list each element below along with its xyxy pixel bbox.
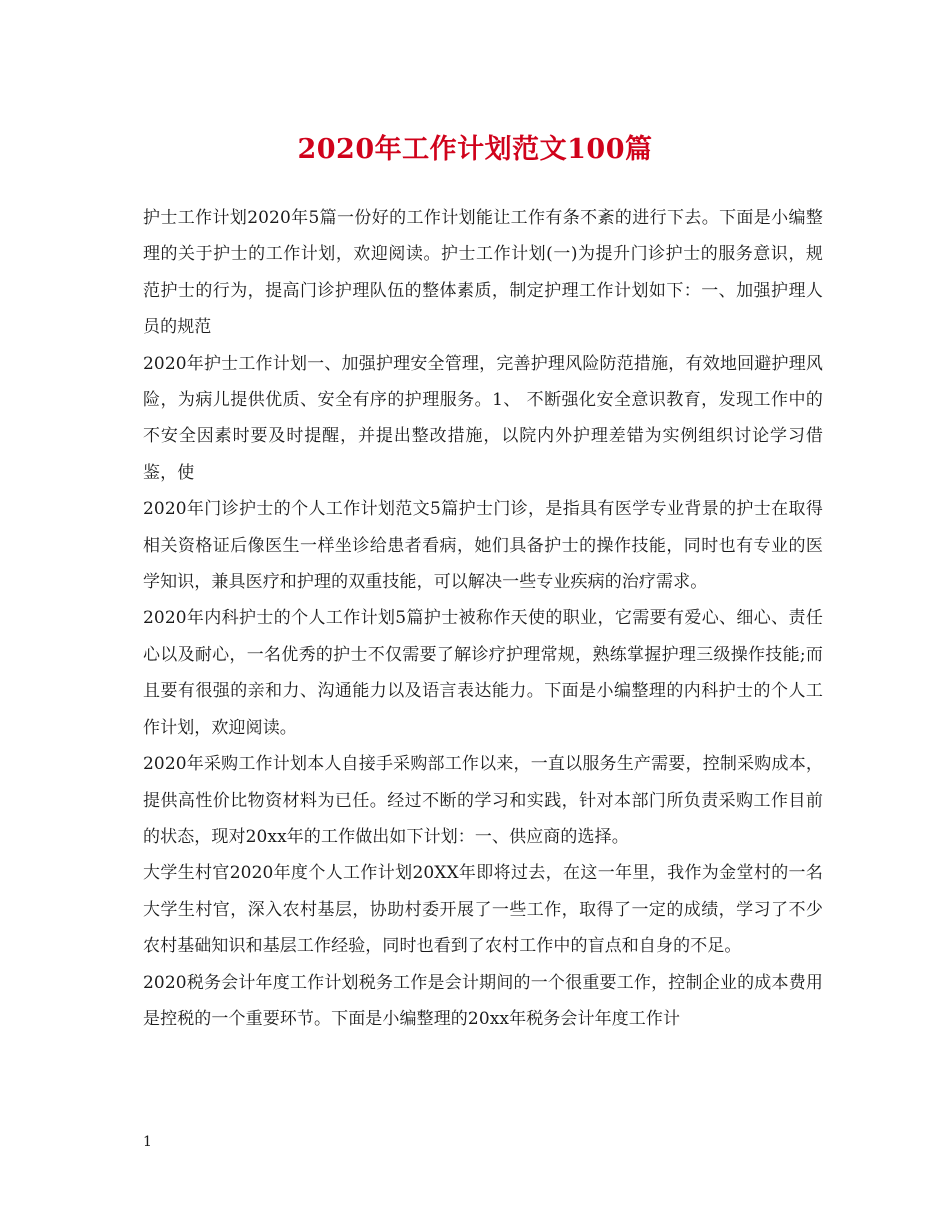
paragraph-nurse-safety: 2020年护士工作计划一、加强护理安全管理，完善护理风险防范措施，有效地回避护理风险，为病儿提供优质、安全有序的护理服务。1、 不断强化安全意识教育，发现工作中的不安全因素时要及时提醒，并提出整改措施，以院内外护理差错为实例组织讨论学习借鉴，使 [143,353,823,483]
paragraph-clinic-nurse: 2020年门诊护士的个人工作计划范文5篇护士门诊，是指具有医学专业背景的护士在取得相关资格证后像医生一样坐诊给患者看病，她们具备护士的操作技能，同时也有专业的医学知识，兼具医疗和护理的双重技能，可以解决一些专业疾病的治疗需求。 [143,499,823,593]
page-title: 2020年工作计划范文100篇 [297,134,653,165]
paragraph-internal-medicine-nurse: 2020年内科护士的个人工作计划5篇护士被称作天使的职业，它需要有爱心、细心、责任心以及耐心，一名优秀的护士不仅需要了解诊疗护理常规，熟练掌握护理三级操作技能;而且要有很强的亲和力、沟通能力以及语言表达能力。下面是小编整理的内科护士的个人工作计划，欢迎阅读。 [143,608,823,738]
paragraph-village-official: 大学生村官2020年度个人工作计划20XX年即将过去，在这一年里，我作为金堂村的一名大学生村官，深入农村基层，协助村委开展了一些工作，取得了一定的成绩，学习了不少农村基础知识和基层工作经验，同时也看到了农村工作中的盲点和自身的不足。 [143,863,823,957]
paragraph-procurement: 2020年采购工作计划本人自接手采购部工作以来，一直以服务生产需要，控制采购成本，提供高性价比物资材料为已任。经过不断的学习和实践，针对本部门所负责采购工作目前的状态，现对20xx年的工作做出如下计划：一、供应商的选择。 [143,754,823,847]
document-body [143,200,823,1037]
paragraph-tax-accounting: 2020税务会计年度工作计划税务工作是会计期间的一个很重要工作，控制企业的成本费用是控税的一个重要环节。下面是小编整理的20xx年税务会计年度工作计 [143,972,823,1029]
page-number: 1 [143,1134,152,1150]
paragraph-nurse-plan: 护士工作计划2020年5篇一份好的工作计划能让工作有条不紊的进行下去。下面是小编整理的关于护士的工作计划，欢迎阅读。护士工作计划(一)为提升门诊护士的服务意识，规范护士的行为，提高门诊护理队伍的整体素质，制定护理工作计划如下：一、加强护理人员的规范 [143,208,823,338]
